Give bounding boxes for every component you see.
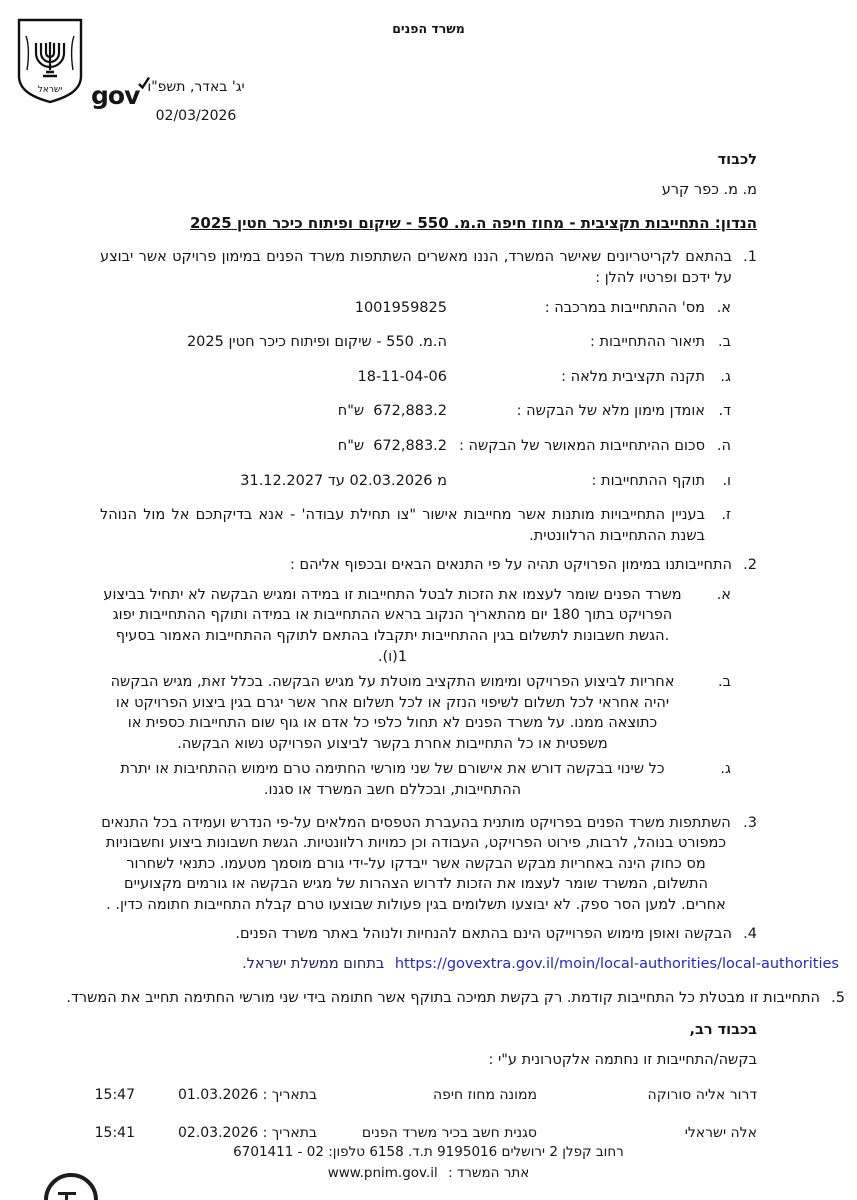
field-row-validity xyxy=(100,471,731,492)
letter-body xyxy=(66,150,845,1162)
clause-3-number: 3. xyxy=(743,814,757,831)
signature-row xyxy=(94,1124,757,1144)
field-letter: ב. xyxy=(718,334,731,351)
subject-line: הנדון: התחייבות תקציבית - מחוז חיפה ה.מ. 550 - שיקום ופיתוח כיכר חטין 2025 xyxy=(190,214,757,233)
sub-text: בעניין התחייבויות מותנות אשר מחייבות אישור "צו תחילת עבודה' - אנא בדיקתכם אל מול הנוהל בשנת ההתחייבות הרלוונטית. xyxy=(100,507,705,544)
clause-4-number: 4. xyxy=(743,926,757,943)
field-label: סכום ההיתחייבות המאושר של הבקשה : xyxy=(459,437,705,454)
clause-5-text: התחייבות זו מבטלת כל התחייבות קודמת. רק בקשת תמיכה בתוקף אשר חתומה בידי שני מורשי החתימה תחייב את המשרד. xyxy=(66,989,820,1006)
currency-unit: ש"ח xyxy=(337,403,365,420)
footer-site-url[interactable]: www.pnim.gov.il xyxy=(327,1165,438,1182)
date-value: 02.03.2026 xyxy=(178,1125,259,1142)
date-block xyxy=(138,78,254,127)
govextra-link[interactable]: https://govextra.gov.il/moin/local-authorities/local-authorities xyxy=(394,956,839,973)
field-value: 18-11-04-06 xyxy=(357,368,447,385)
hebrew-date: יג' באדר, תשפ"ו xyxy=(147,79,245,95)
clause-2 xyxy=(100,555,757,576)
signature-date xyxy=(135,1086,317,1106)
signature-row xyxy=(94,1086,757,1106)
closing-regards: בכבוד רב, xyxy=(689,1022,757,1039)
sub-text: משרד הפנים שומר לעצמו את הזכות לבטל התחייבות זו במידה ומגיש הבקשה לא יתחיל בביצוע הפרויקט בתוך 180 יום מהתאריך הנקוב בראש ההתחייבות או במידה ותוקף ההתחייבות יפוג .הגשת חשבונות לתשלום בגין ההתחייבות יתקבלו בהתאם לתוקף ההתחייבות האמור בסעיף 1(ו). xyxy=(103,586,682,665)
field-row-full-funding-estimate xyxy=(100,401,731,422)
field-row-approved-amount xyxy=(100,436,731,457)
clause-3-text: השתתפות משרד הפנים בפרויקט מותנית בהעברת הטפסים המלאים על-פי הנדרש ועמידה בכל התנאים כמפורט בנוהל, לרבות, פירוט הפרויקט, העבודה וכן כמויות רלוונטיות. הגשת חשבונות ביצוע וחשבוניות מס כחוק הינה באחריות מבקש הבקשה אשר ייבדקו על-ידי גורם מוסמך מטעמו. כתנאי לשחרור התשלום, המשרד שומר לעצמו את הזכות לדרוש הצהרות של מגיש הבקשה או גורמים מקצועיים אחרים. למען הסר ספק. לא יבוצעו תשלומים בגין פעולות שבוצעו טרם קבלת התחייבות חתומה כדין. . xyxy=(101,814,731,913)
signature-time: 15:47 xyxy=(94,1087,135,1104)
signature-time: 15:41 xyxy=(94,1125,135,1142)
field-value: 672,883.2 xyxy=(373,437,447,454)
signer-role: ממונה מחוז חיפה xyxy=(433,1087,537,1104)
field-letter: ג. xyxy=(720,368,731,385)
field-value: ה.מ. 550 - שיקום ופיתוח כיכר חטין 2025 xyxy=(186,334,447,351)
electronic-signature-note: בקשה/התחייבות זו נחתמה אלקטרונית ע"י : xyxy=(488,1051,757,1068)
clause-2-number: 2. xyxy=(743,557,757,574)
ministry-header: משרד הפנים xyxy=(392,21,465,36)
emblem-caption: ישראל xyxy=(37,85,63,95)
field-label: אומדן מימון מלא של הבקשה : xyxy=(516,403,705,420)
footer-site-label: אתר המשרד : xyxy=(448,1165,530,1182)
field-value: 1001959825 xyxy=(354,299,447,316)
sub-letter: ז. xyxy=(721,507,731,524)
signer-role: סגנית חשב בכיר משרד הפנים xyxy=(361,1125,537,1142)
stamp-glyph xyxy=(65,1192,68,1200)
gov-logo-text: gov xyxy=(91,81,140,110)
sub-text: אחריות לביצוע הפרויקט ומימוש התקציב מוטלת על מגיש הבקשה. בכלל זאת, מגיש הבקשה יהיה אחראי לכל תשלום לשיפוי הנזק או לכל תשלום אחר אשר יגרם בגין ביצוע הפרויקט או כתוצאה ממנו. על משרד הפנים לא תחול כלפי כל אדם או גוף שום התחייבות כספית או משפטית או כל התחייבות אחרת בקשר לביצוע הפרויקט נשוא הבקשה. xyxy=(110,674,675,752)
field-row-merkava-number xyxy=(100,298,731,319)
sub-text: כל שינוי בבקשה דורש את אישורם של שני מורשי החתימה טרם מימוש ההתחיבות או יתרת ההתחייבות, ובכללם חשב המשרד או סגנו. xyxy=(120,761,665,799)
field-value: 672,883.2 xyxy=(373,403,447,420)
commitment-fields xyxy=(100,298,731,491)
field-label: תוקף ההתחייבות : xyxy=(591,472,705,489)
clause-5 xyxy=(58,988,845,1009)
clause-4 xyxy=(100,924,757,945)
currency-unit: ש"ח xyxy=(337,437,365,454)
gregorian-date: 02/03/2026 xyxy=(155,107,237,124)
sub-letter: א. xyxy=(716,586,731,603)
clause-5-number: 5. xyxy=(831,989,845,1006)
field-label: תקנה תקציבית מלאה : xyxy=(561,368,705,385)
field-letter: ה. xyxy=(716,437,731,454)
field-letter: א. xyxy=(716,299,731,316)
clause-3 xyxy=(100,813,757,916)
sub-letter: ג. xyxy=(720,761,731,778)
sub-letter: ב. xyxy=(718,674,731,691)
clause-1 xyxy=(100,247,757,288)
footer-address: רחוב קפלן 2 ירושלים 9195016 ת.ד. 6158 טלפון: 02 - 6701411 xyxy=(233,1144,624,1161)
clause-2-sub-b xyxy=(100,672,731,754)
clause-1-text: בהתאם לקריטריונים שאישר המשרד, הננו מאשרים השתתפות משרד הפנים במימון פרויקט אשר יבוצע על ידכם ופרטיו להלן : xyxy=(100,249,732,287)
field-row-budget-regulation xyxy=(100,367,731,388)
signer-name: דרור אליה סורוקה xyxy=(647,1087,757,1104)
signature-date xyxy=(135,1124,317,1144)
link-suffix: בתחום ממשלת ישראל. xyxy=(242,956,385,973)
date-prefix: בתאריך : xyxy=(262,1087,317,1104)
clause-4-text: הבקשה ואופן מימוש הפרוייקט הינם בהתאם להנחיות ולנוהל באתר משרד הפנים. xyxy=(235,926,732,943)
salutation: לכבוד xyxy=(717,152,757,168)
clause-1-sub-z xyxy=(100,505,731,546)
clause-2-text: התחייבותנו במימון הפרויקט תהיה על פי התנאים הבאים ובכפוף אליהם : xyxy=(289,557,732,574)
field-label: מס' ההתחייבות במרכבה : xyxy=(544,299,705,316)
field-label: תיאור ההתחייבות : xyxy=(589,334,705,351)
israel-emblem-icon xyxy=(14,16,86,108)
date-prefix: בתאריך : xyxy=(262,1125,317,1142)
clause-1-number: 1. xyxy=(743,249,757,266)
field-letter: ו. xyxy=(722,472,731,489)
signer-name: אלה ישראלי xyxy=(684,1125,757,1142)
clause-2-sub-c xyxy=(100,759,731,800)
field-row-description xyxy=(100,332,731,353)
field-letter: ד. xyxy=(718,403,731,420)
logo xyxy=(14,16,149,108)
footer xyxy=(0,1142,857,1184)
date-value: 01.03.2026 xyxy=(178,1087,259,1104)
recipient-name: מ. מ. כפר קרע xyxy=(661,181,757,198)
govextra-link-line xyxy=(100,954,839,975)
field-value: מ 02.03.2026 עד 31.12.2027 xyxy=(240,472,447,489)
clause-2-sub-a xyxy=(100,585,731,667)
